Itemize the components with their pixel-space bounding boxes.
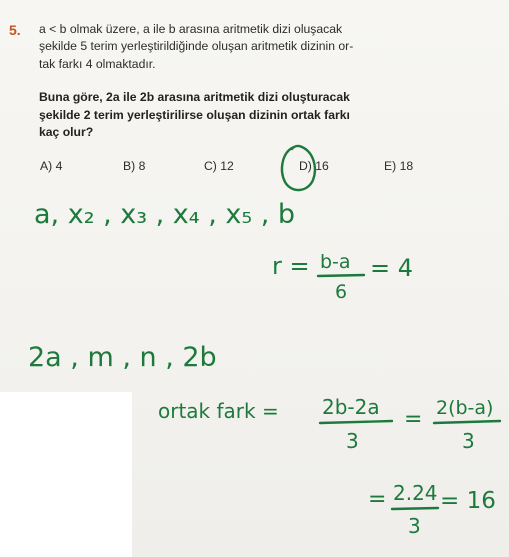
hw-of-denominator-1: 3 (346, 429, 359, 453)
question-line-2: şekilde 5 terim yerleştirildiğinde oluşan aritmetik dizinin or- (39, 39, 354, 53)
prompt-line-1: Buna göre, 2a ile 2b arasına aritmetik dizi oluşturacak (39, 90, 350, 104)
option-c: C) 12 (204, 159, 234, 173)
hw-ortak-fark-label: ortak fark = (158, 399, 279, 423)
hw-sequence-2: 2a , m , n , 2b (28, 342, 217, 373)
hw-sequence-1: a, x₂ , x₃ , x₄ , x₅ , b (34, 199, 296, 230)
option-e: E) 18 (384, 159, 414, 173)
hw-of-denominator-2: 3 (462, 429, 475, 453)
hw-of-numerator-1: 2b-2a (322, 395, 380, 419)
hw-r-numerator: b-a (320, 251, 351, 273)
option-d: D) 16 (299, 159, 329, 173)
prompt-line-3: kaç olur? (39, 125, 94, 139)
hw-of-numerator-2: 2(b-a) (436, 397, 494, 419)
option-a: A) 4 (40, 159, 63, 173)
hw-final-rhs: = 16 (440, 488, 496, 514)
hw-final-denominator: 3 (408, 514, 421, 538)
hw-r-lhs: r = (272, 252, 310, 280)
hw-of-fraction-bar-2 (434, 421, 500, 423)
hw-of-fraction-bar-1 (320, 421, 392, 423)
question-number: 5. (9, 22, 21, 38)
answer-circle (282, 146, 315, 190)
prompt-line-2: şekilde 2 terim yerleştirilirse oluşan dizinin ortak farkı (39, 108, 350, 122)
hw-final-equals: = (368, 487, 387, 512)
hw-of-equals: = (404, 407, 423, 432)
hw-r-rhs: = 4 (370, 254, 414, 282)
hw-final-numerator: 2.24 (393, 481, 438, 505)
option-b: B) 8 (123, 159, 146, 173)
hw-r-denominator: 6 (335, 281, 348, 303)
hw-r-fraction-bar (318, 275, 364, 276)
question-line-1: a < b olmak üzere, a ile b arasına aritmetik dizi oluşacak (39, 22, 343, 36)
question-line-3: tak farkı 4 olmaktadır. (39, 57, 156, 71)
hw-final-fraction-bar (392, 508, 438, 509)
